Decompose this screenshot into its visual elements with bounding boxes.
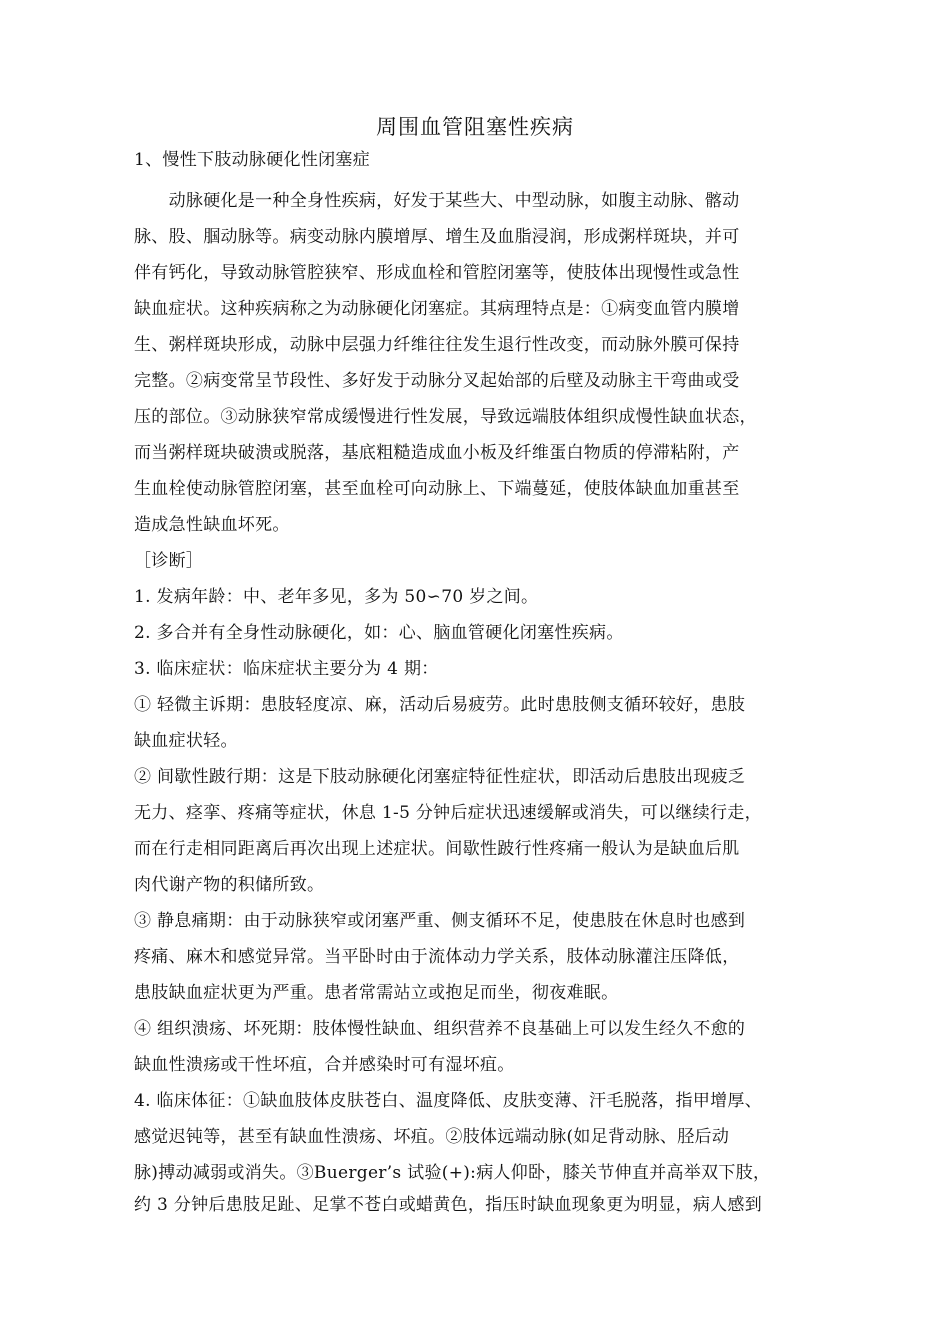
body-text-line: 而当粥样斑块破溃或脱落，基底粗糙造成血小板及纤维蛋白物质的停滞粘附，产 xyxy=(134,443,740,463)
body-text-line: 感觉迟钝等，甚至有缺血性溃疡、坏疽。②肢体远端动脉(如足背动脉、胫后动 xyxy=(134,1127,730,1147)
body-text-line: 约 3 分钟后患肢足趾、足掌不苍白或蜡黄色，指压时缺血现象更为明显，病人感到 xyxy=(134,1195,763,1215)
section-heading: 1、慢性下肢动脉硬化性闭塞症 xyxy=(134,150,371,170)
body-text-line: 脉)搏动减弱或消失。③Buerger’s 试验(+):病人仰卧，膝关节伸直并高举双下肢， xyxy=(134,1163,771,1183)
body-text-line: 造成急性缺血坏死。 xyxy=(134,515,290,535)
body-text-line: 缺血症状。这种疾病称之为动脉硬化闭塞症。其病理特点是：①病变血管内膜增 xyxy=(134,299,740,319)
page-title: 周围血管阻塞性疾病 xyxy=(376,115,574,139)
body-text-line: 无力、痉挛、疼痛等症状，休息 1-5 分钟后症状迅速缓解或消失，可以继续行走， xyxy=(134,803,762,823)
body-text-line: 压的部位。③动脉狭窄常成缓慢进行性发展，导致远端肢体组织成慢性缺血状态， xyxy=(134,407,757,427)
body-text-line: 脉、股、腘动脉等。病变动脉内膜增厚、增生及血脂浸润，形成粥样斑块，并可 xyxy=(134,227,740,247)
body-text-line: 而在行走相同距离后再次出现上述症状。间歇性跛行性疼痛一般认为是缺血后肌 xyxy=(134,839,740,859)
body-text-line: 动脉硬化是一种全身性疾病，好发于某些大、中型动脉，如腹主动脉、髂动 xyxy=(134,191,740,211)
body-text-line: 伴有钙化，导致动脉管腔狭窄、形成血栓和管腔闭塞等，使肢体出现慢性或急性 xyxy=(134,263,740,283)
diagnosis-heading: ［诊断］ xyxy=(134,551,204,571)
body-text-line: 生血栓使动脉管腔闭塞，甚至血栓可向动脉上、下端蔓延，使肢体缺血加重甚至 xyxy=(134,479,740,499)
body-text-line: 肉代谢产物的积储所致。 xyxy=(134,875,325,895)
body-text-line: 缺血性溃疡或干性坏疽，合并感染时可有湿坏疽。 xyxy=(134,1055,515,1075)
body-text-line: 3. 临床症状：临床症状主要分为 4 期： xyxy=(134,659,439,679)
body-text-line: ① 轻微主诉期：患肢轻度凉、麻，活动后易疲劳。此时患肢侧支循环较好，患肢 xyxy=(134,695,746,715)
body-text-line: 1. 发病年龄：中、老年多见，多为 50∽70 岁之间。 xyxy=(134,587,539,607)
body-text-line: 4. 临床体征：①缺血肢体皮肤苍白、温度降低、皮肤变薄、汗毛脱落，指甲增厚、 xyxy=(134,1091,763,1111)
body-text-line: 疼痛、麻木和感觉异常。当平卧时由于流体动力学关系，肢体动脉灌注压降低， xyxy=(134,947,740,967)
body-text-line: 2. 多合并有全身性动脉硬化，如：心、脑血管硬化闭塞性疾病。 xyxy=(134,623,624,643)
body-text-line: ② 间歇性跛行期：这是下肢动脉硬化闭塞症特征性症状，即活动后患肢出现疲乏 xyxy=(134,767,746,787)
body-text-line: ④ 组织溃疡、坏死期：肢体慢性缺血、组织营养不良基础上可以发生经久不愈的 xyxy=(134,1019,746,1039)
body-text-line: 生、粥样斑块形成，动脉中层强力纤维往往发生退行性改变，而动脉外膜可保持 xyxy=(134,335,740,355)
body-text-line: 缺血症状轻。 xyxy=(134,731,238,751)
body-text-line: ③ 静息痛期：由于动脉狭窄或闭塞严重、侧支循环不足，使患肢在休息时也感到 xyxy=(134,911,746,931)
body-text-line: 完整。②病变常呈节段性、多好发于动脉分叉起始部的后壁及动脉主干弯曲或受 xyxy=(134,371,740,391)
body-text-line: 患肢缺血症状更为严重。患者常需站立或抱足而坐，彻夜难眠。 xyxy=(134,983,619,1003)
